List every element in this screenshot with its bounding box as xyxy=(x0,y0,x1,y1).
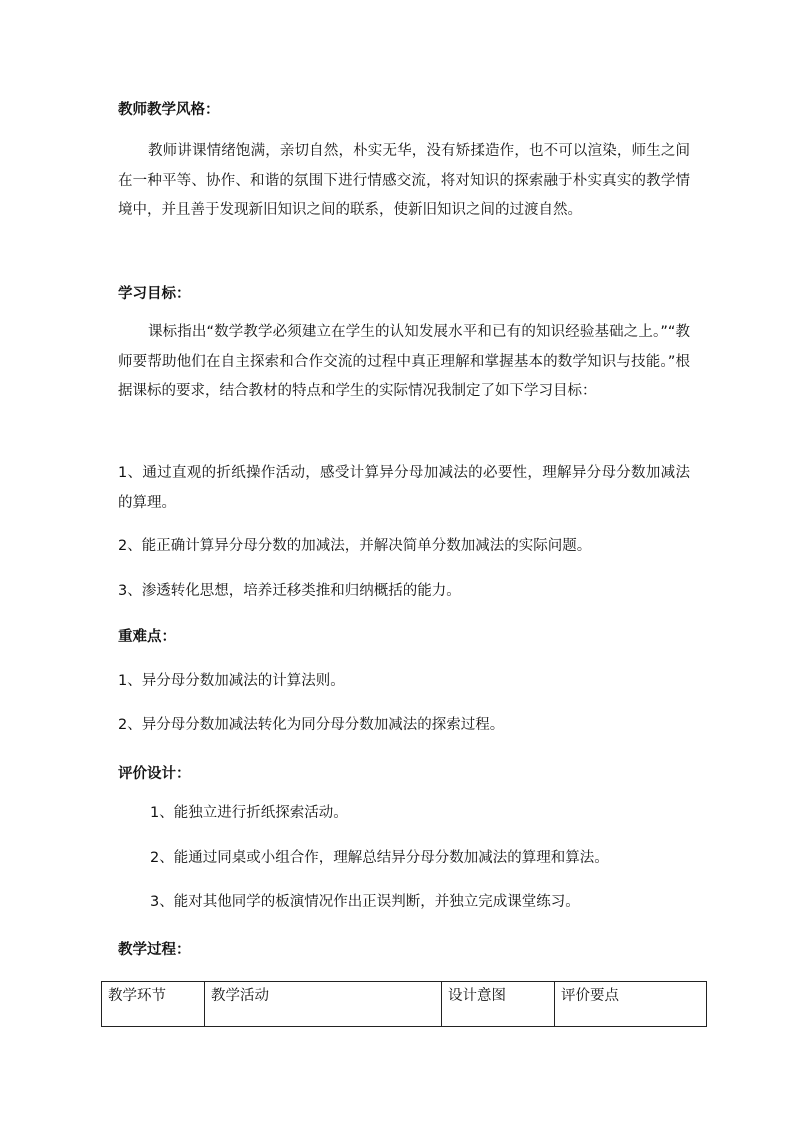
evaluation-heading: 评价设计： xyxy=(118,766,191,782)
learning-goal-item: 1、通过直观的折纸操作活动，感受计算异分母加减法的必要性，理解异分母分数加减法的算理。 xyxy=(118,465,690,511)
table-header-cell: 教学环节 xyxy=(102,982,205,1027)
evaluation-item: 1、能独立进行折纸探索活动。 xyxy=(150,805,348,821)
teaching-style-paragraph: 教师讲课情绪饱满，亲切自然，朴实无华，没有矫揉造作，也不可以渲染，师生之间在一种平等、协作、和谐的氛围下进行情感交流，将对知识的探索融于朴实真实的教学情境中，并且善于发现新旧知识之间的联系，使新旧知识之间的过渡自然。 xyxy=(118,143,690,218)
evaluation-item: 2、能通过同桌或小组合作，理解总结异分母分数加减法的算理和算法。 xyxy=(150,850,609,866)
learning-goals-intro: 课标指出“数学教学必须建立在学生的认知发展水平和已有的知识经验基础之上。”“教师要帮助他们在自主探索和合作交流的过程中真正理解和掌握基本的数学知识与技能。”根据课标的要求，结合教材的特点和学生的实际情况我制定了如下学习目标： xyxy=(118,324,690,399)
table-header-cell: 评价要点 xyxy=(555,982,707,1027)
key-point-item: 2、异分母分数加减法转化为同分母分数加减法的探索过程。 xyxy=(118,717,505,733)
key-point-item: 1、异分母分数加减法的计算法则。 xyxy=(118,673,345,689)
teaching-process-table xyxy=(101,981,707,1027)
teaching-process-heading: 教学过程： xyxy=(118,942,191,958)
key-points-heading: 重难点： xyxy=(118,629,176,645)
table-header-cell: 设计意图 xyxy=(442,982,555,1027)
table-header-cell: 教学活动 xyxy=(205,982,442,1027)
learning-goal-item: 3、渗透转化思想，培养迁移类推和归纳概括的能力。 xyxy=(118,583,461,599)
table-header-row xyxy=(102,982,707,1027)
learning-goals-heading: 学习目标： xyxy=(118,286,191,302)
learning-goal-item: 2、能正确计算异分母分数的加减法，并解决简单分数加减法的实际问题。 xyxy=(118,538,592,554)
teaching-style-heading: 教师教学风格： xyxy=(118,102,220,118)
evaluation-item: 3、能对其他同学的板演情况作出正误判断，并独立完成课堂练习。 xyxy=(150,894,580,910)
